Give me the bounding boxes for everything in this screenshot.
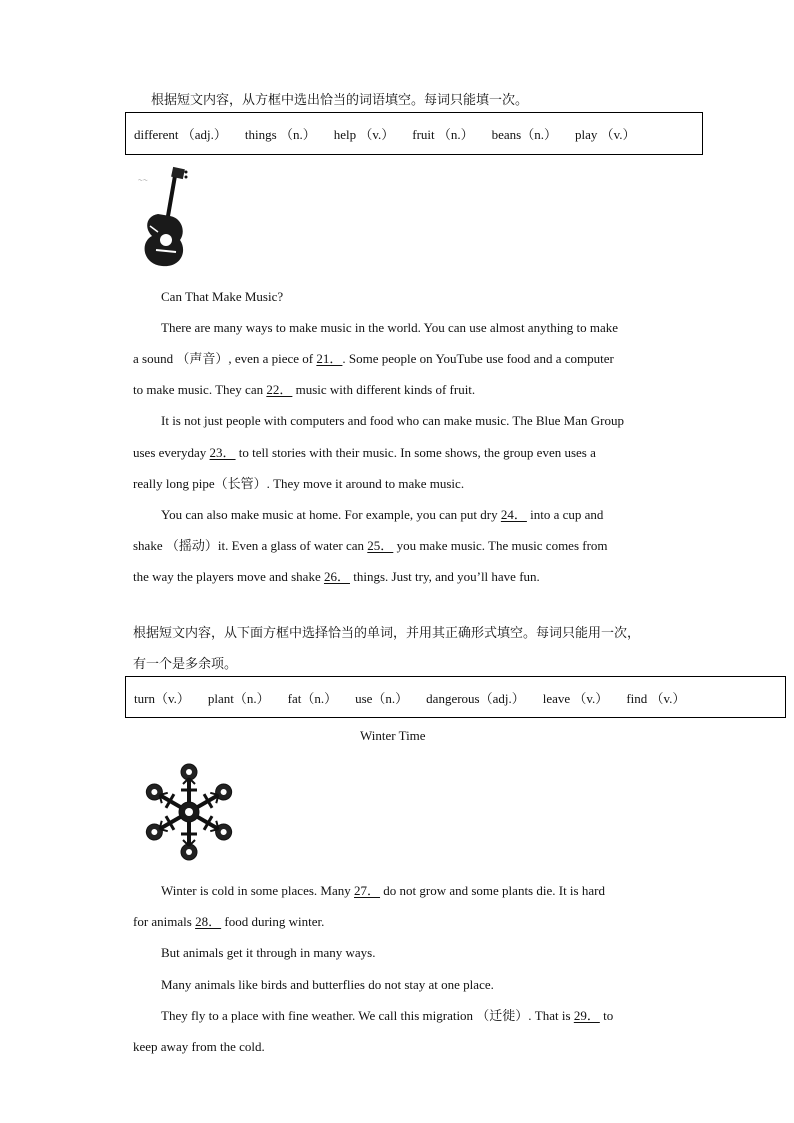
word-option: leave （v.）	[542, 690, 609, 706]
blank-27: 27．	[354, 883, 381, 898]
word-option: dangerous（adj.）	[426, 690, 525, 706]
section1-line-4: It is not just people with computers and food who can make music. The Blue Man Group	[161, 413, 624, 428]
section2-line-3: But animals get it through in many ways.	[161, 945, 376, 960]
section1-line-8: shake （摇动）it. Even a glass of water can 25． you make music. The music comes from	[133, 538, 608, 553]
blank-26: 26．	[323, 569, 350, 584]
section1-line-7: You can also make music at home. For example, you can put dry 24． into a cup and	[161, 507, 604, 522]
section2-line-6: keep away from the cold.	[133, 1039, 265, 1054]
svg-text:～～: ～～	[138, 178, 149, 184]
blank-28: 28．	[195, 914, 222, 929]
blank-25: 25．	[367, 538, 394, 553]
section1-line-2: a sound （声音）, even a piece of 21．. Some people on YouTube use food and a computer	[133, 351, 614, 366]
section1-instruction: 根据短文内容，从方框中选出恰当的词语填空。每词只能填一次。	[151, 93, 529, 108]
section2-line-5: They fly to a place with fine weather. We call this migration （迁徙）. That is 29． to	[161, 1008, 614, 1023]
snowflake-icon	[130, 760, 248, 864]
section2-line-1: Winter is cold in some places. Many 27． do not grow and some plants die. It is hard	[161, 883, 605, 898]
blank-29: 29．	[573, 1008, 600, 1023]
section1-line-3: to make music. They can 22． music with different kinds of fruit.	[133, 382, 476, 397]
blank-24: 24．	[500, 507, 527, 522]
section2-line-4: Many animals like birds and butterflies do not stay at one place.	[161, 977, 494, 992]
section1-line-6: really long pipe（长管）. They move it around to make music.	[133, 476, 465, 491]
section1-title: Can That Make Music?	[161, 289, 284, 304]
word-option: different （adj.）	[134, 127, 227, 142]
guitar-icon	[136, 166, 196, 272]
word-option: help （v.）	[333, 127, 395, 142]
blank-22: 22．	[266, 382, 293, 397]
blank-21: 21．	[316, 351, 343, 366]
word-option: play （v.）	[575, 127, 636, 142]
word-option: find （v.）	[626, 690, 686, 706]
section1-line-5: uses everyday 23． to tell stories with their music. In some shows, the group even uses a	[133, 445, 596, 460]
word-option: things （n.）	[244, 127, 316, 142]
word-option: fruit （n.）	[412, 127, 474, 142]
blank-23: 23．	[209, 445, 236, 460]
section2-title: Winter Time	[360, 728, 426, 743]
section2-instruction-line1: 根据短文内容，从下面方框中选择恰当的单词，并用其正确形式填空。每词只能用一次，	[133, 626, 641, 641]
word-option: beans（n.）	[491, 127, 557, 142]
section1-line-1: There are many ways to make music in the world. You can use almost anything to make	[161, 320, 619, 335]
section1-word-box	[125, 112, 703, 155]
section2-line-2: for animals 28． food during winter.	[133, 914, 325, 929]
section1-line-9: the way the players move and shake 26． things. Just try, and you’ll have fun.	[133, 569, 540, 584]
section2-word-box	[125, 676, 786, 718]
word-option: plant（n.）	[207, 690, 270, 706]
section2-instruction-line2: 有一个是多余项。	[133, 657, 238, 672]
word-option: use（n.）	[355, 690, 409, 706]
word-option: turn（v.）	[134, 690, 190, 706]
word-option: fat（n.）	[287, 690, 338, 706]
